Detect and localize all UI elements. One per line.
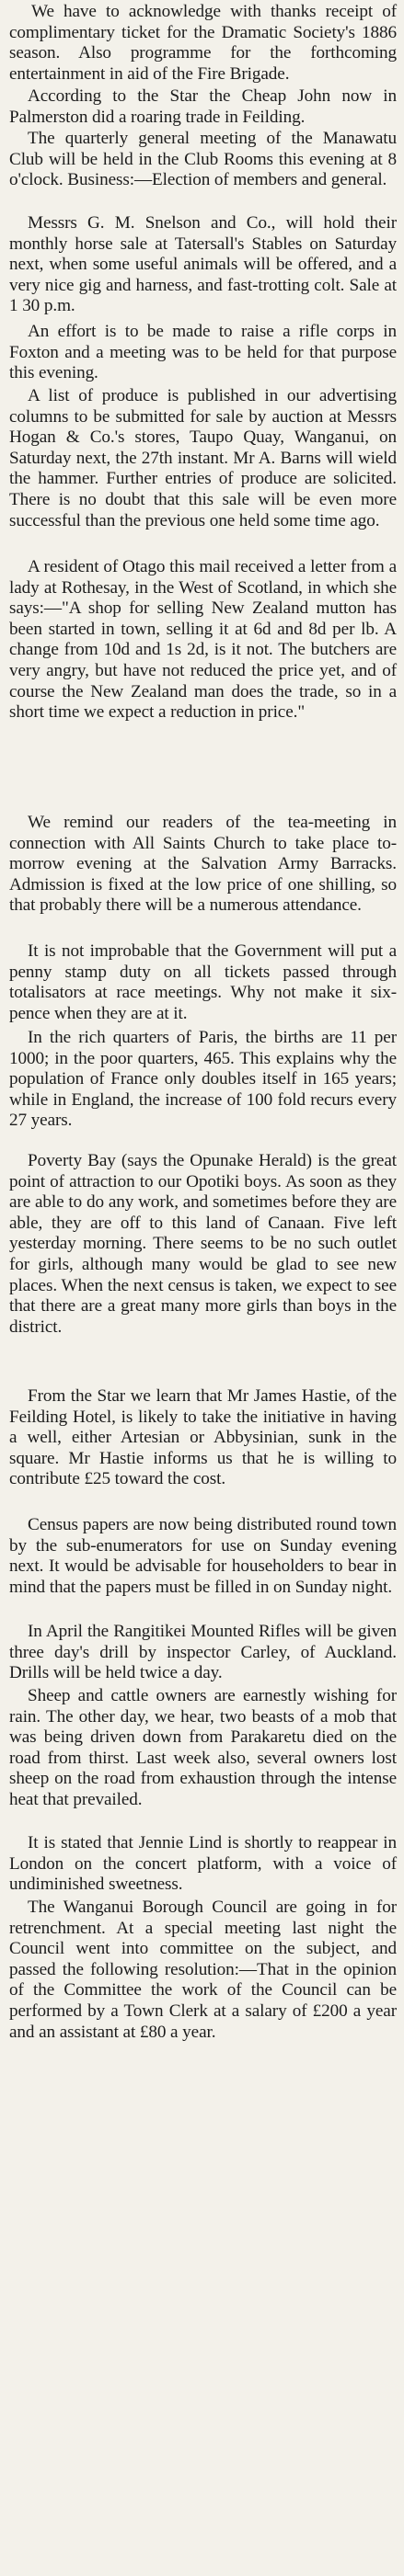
- paragraph-manawatu-club: The quarterly general meeting of the Manawatu Club will be held in the Club Rooms this evening at 8 o'clock. Business:—Election of members and general.: [9, 129, 397, 190]
- paragraph-wanganui-council: The Wanganui Borough Council are going in for retrenchment. At a special meeting last night the Council went into committee on the subject, and passed the following resolution:—That in the opinion of the Committee the work of the Council can be performed by a Town Clerk at a salary of £200 a year and an assistant at £80 a year.: [9, 1898, 397, 2042]
- paragraph-census-papers: Census papers are now being distributed round town by the sub-enumerators for use on Sunday evening next. It would be advisable for householders to bear in mind that the papers must be filled in on Sunday night.: [9, 1515, 397, 1597]
- paragraph-sheep-cattle: Sheep and cattle owners are earnestly wishing for rain. The other day, we hear, two beasts of a mob that was being driven down from Parakaretu died on the road from thirst. Last week also, several owners lost sheep on the road from exhaustion through the intense heat that prevailed.: [9, 1686, 397, 1809]
- paragraph-tea-meeting: We remind our readers of the tea-meeting in connection with All Saints Church to take place to-morrow evening at the Salvation Army Barracks. Admission is fixed at the low price of one shilling, so that probably there will be a numerous attendance.: [9, 813, 397, 916]
- paragraph-cheap-john: According to the Star the Cheap John now in Palmerston did a roaring trade in Feilding.: [9, 86, 397, 127]
- paragraph-produce-sale: A list of produce is published in our advertising columns to be submitted for sale by auction at Messrs Hogan & Co.'s stores, Taupo Quay, Wanganui, on Saturday next, the 27th instant. Mr A. Barns will wield the hammer. Further entries of produce are solicited. There is no doubt that this sale will be even more successful than the previous one held some time ago.: [9, 386, 397, 530]
- paragraph-paris-births: In the rich quarters of Paris, the births are 11 per 1000; in the poor quarters, 465. This explains why the population of France only doubles itself in 165 years; while in England, the increase of 100 fold recurs every 27 years.: [9, 1028, 397, 1131]
- paragraph-hastie-well: From the Star we learn that Mr James Hastie, of the Feilding Hotel, is likely to take the initiative in having a well, either Artesian or Abbysinian, sunk in the square. Mr Hastie informs us that he is willing to contribute £25 toward the cost.: [9, 1386, 397, 1489]
- paragraph-poverty-bay: Poverty Bay (says the Opunake Herald) is the great point of attraction to our Opotiki boys. As soon as they are able to do any work, and sometimes before they are able, they are off to this land of Canaan. Five left yesterday morning. There seems to be no such outlet for girls, although many would be glad to see new places. When the next census is taken, we expect to see that there are a great many more girls than boys in the district.: [9, 1151, 397, 1337]
- paragraph-dramatic-society: We have to acknowledge with thanks receipt of complimentary ticket for the Dramatic Society's 1886 season. Also programme for the forthcoming entertainment in aid of the Fire Brigade.: [9, 2, 397, 84]
- paragraph-jennie-lind: It is stated that Jennie Lind is shortly to reappear in London on the concert platform, with a voice of undiminished sweetness.: [9, 1833, 397, 1895]
- paragraph-stamp-duty: It is not improbable that the Government will put a penny stamp duty on all tickets passed through totalisators at race meetings. Why not make it six-pence when they are at it.: [9, 941, 397, 1023]
- paragraph-rangitikei-rifles: In April the Rangitikei Mounted Rifles will be given three day's drill by inspector Carley, of Auckland. Drills will be held twice a day.: [9, 1622, 397, 1683]
- paragraph-horse-sale: Messrs G. M. Snelson and Co., will hold their monthly horse sale at Tatersall's Stables on Saturday next, when some useful animals will be offered, and a very nice gig and harness, and fast-trotting colt. Sale at 1 30 p.m.: [9, 213, 397, 316]
- paragraph-otago-letter: A resident of Otago this mail received a letter from a lady at Rothesay, in the West of Scotland, in which she says:—"A shop for selling New Zealand mutton has been started in town, selling it at 6d and 8d per lb. A change from 10d and 1s 2d, is it not. The butchers are very angry, but have not reduced the price yet, and of course the New Zealand man does the trade, so in a short time we expect a reduction in price.": [9, 557, 397, 723]
- paragraph-rifle-corps: An effort is to be made to raise a rifle corps in Foxton and a meeting was to be held for that purpose this evening.: [9, 322, 397, 383]
